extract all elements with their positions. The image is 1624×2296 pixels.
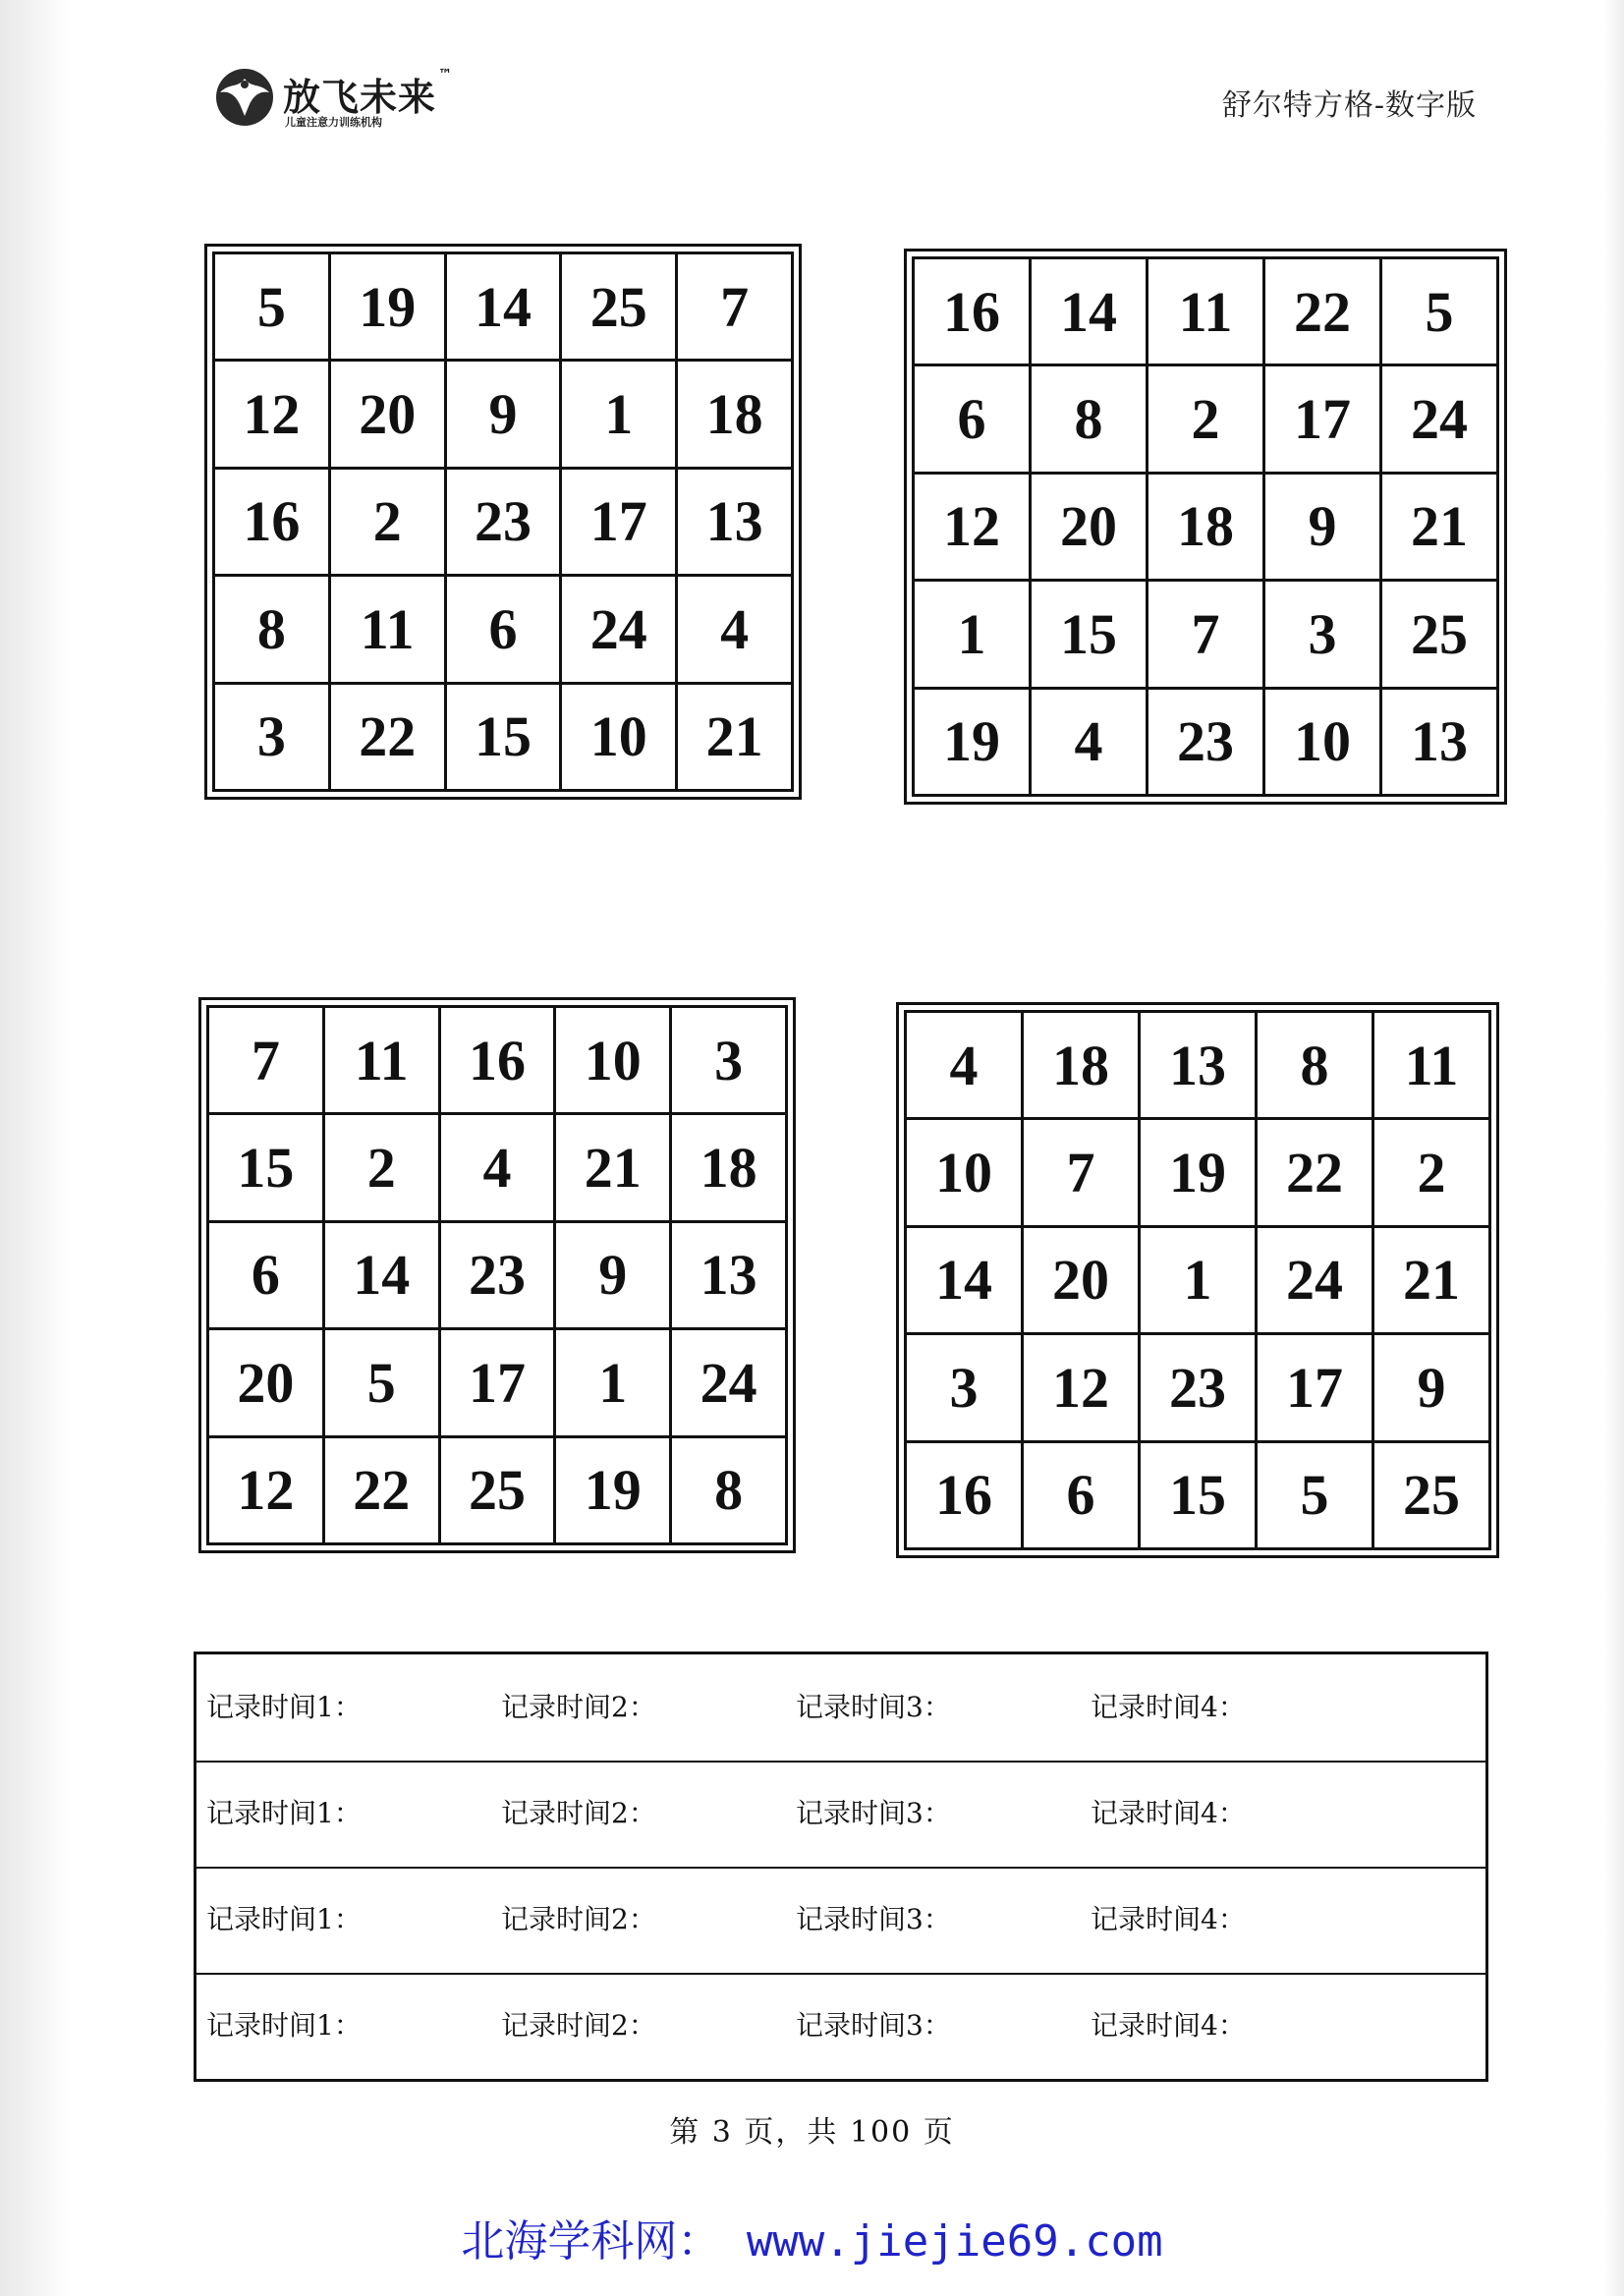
grid-row: [914, 258, 1498, 365]
grid-cell: 20: [208, 1329, 324, 1436]
grid-cell: 16: [906, 1441, 1023, 1548]
grid-cell: 6: [208, 1221, 324, 1328]
grid-row: [914, 365, 1498, 473]
grid-cell: 13: [1140, 1012, 1257, 1119]
grid-cell: 14: [323, 1221, 439, 1328]
grid-cell: 10: [555, 1007, 671, 1114]
grid-row: [208, 1436, 787, 1543]
grid-cell: 7: [1023, 1119, 1140, 1226]
grid-row: [214, 576, 793, 683]
grid-cell: 14: [445, 253, 561, 361]
brand-logo: [214, 61, 454, 140]
grid-cell: 15: [208, 1114, 324, 1221]
grid-cell: 12: [914, 473, 1031, 580]
grid-cell: 25: [1381, 581, 1498, 688]
grid-cell: 2: [323, 1114, 439, 1221]
grid-cell: 22: [329, 683, 445, 790]
grid-cell: 1: [555, 1329, 671, 1436]
grid-cell: 17: [561, 468, 677, 575]
grid-row: [906, 1334, 1490, 1441]
grid-cell: 12: [1023, 1334, 1140, 1441]
grid-row: [914, 581, 1498, 688]
grid-cell: 23: [1140, 1334, 1257, 1441]
record-time-2-label: 记录时间2：: [501, 1903, 656, 1935]
grid-cell: 12: [208, 1436, 324, 1543]
grid-cell: 8: [1031, 365, 1148, 473]
grid-cell: 15: [445, 683, 561, 790]
grid-cell: 1: [914, 581, 1031, 688]
grid-cell: 19: [914, 688, 1031, 795]
grid-cell: 8: [671, 1436, 787, 1543]
grid-cell: 25: [439, 1436, 555, 1543]
record-time-1-label: 记录时间1：: [206, 2009, 362, 2042]
grid-cell: 13: [677, 468, 793, 575]
record-time-table: [194, 1652, 1488, 2082]
grid-row: [208, 1007, 787, 1114]
grid-row: [208, 1221, 787, 1328]
eagle-logo-icon: [214, 67, 275, 128]
grid-cell: 9: [1264, 473, 1381, 580]
record-time-3-label: 记录时间3：: [796, 1797, 951, 1829]
grid-cell: 10: [1264, 688, 1381, 795]
grid-cell: 13: [1381, 688, 1498, 795]
record-time-4-label: 记录时间4：: [1091, 2009, 1246, 2042]
grid-cell: 9: [555, 1221, 671, 1328]
grid-cell: 20: [1031, 473, 1148, 580]
grid-cell: 11: [1148, 258, 1264, 365]
record-row: [196, 1867, 1485, 1975]
grid-cell: 5: [1257, 1441, 1373, 1548]
grid-cell: 17: [1264, 365, 1381, 473]
logo-wordmark: 放飞未来™: [283, 67, 454, 119]
grid-cell: 22: [1264, 258, 1381, 365]
grid-row: [914, 473, 1498, 580]
grid-cell: 4: [439, 1114, 555, 1221]
record-row: [196, 1654, 1485, 1763]
grid-cell: 16: [214, 468, 330, 575]
record-time-1-label: 记录时间1：: [206, 1903, 362, 1935]
grid-cell: 25: [1373, 1441, 1490, 1548]
grid-cell: 23: [1148, 688, 1264, 795]
grid-cell: 10: [561, 683, 677, 790]
grid-cell: 11: [323, 1007, 439, 1114]
grid-cell: 20: [329, 361, 445, 468]
logo-subtitle: 儿童注意力训练机构: [285, 116, 382, 129]
grid-cell: 9: [1373, 1334, 1490, 1441]
grid-cell: 16: [914, 258, 1031, 365]
record-time-4-label: 记录时间4：: [1091, 1691, 1246, 1723]
record-time-3-label: 记录时间3：: [796, 1691, 951, 1723]
scan-edge-right: [1604, 0, 1624, 2296]
grid-cell: 24: [671, 1329, 787, 1436]
grid-cell: 17: [439, 1329, 555, 1436]
grid-cell: 2: [329, 468, 445, 575]
grid-row: [906, 1119, 1490, 1226]
schulte-grid-3: [198, 997, 796, 1553]
grid-cell: 19: [555, 1436, 671, 1543]
record-time-2-label: 记录时间2：: [501, 2009, 656, 2042]
scan-edge-left: [0, 0, 69, 2296]
grid-row: [906, 1012, 1490, 1119]
grid-cell: 21: [1373, 1226, 1490, 1333]
grid-cell: 15: [1031, 581, 1148, 688]
grid-row: [906, 1441, 1490, 1548]
record-time-1-label: 记录时间1：: [206, 1797, 362, 1829]
grid-cell: 7: [208, 1007, 324, 1114]
grid-cell: 4: [677, 576, 793, 683]
grid-cell: 9: [445, 361, 561, 468]
grid-cell: 22: [1257, 1119, 1373, 1226]
grid-cell: 18: [1023, 1012, 1140, 1119]
record-time-2-label: 记录时间2：: [501, 1691, 656, 1723]
grid-cell: 7: [677, 253, 793, 361]
grid-cell: 21: [1381, 473, 1498, 580]
grid-cell: 19: [1140, 1119, 1257, 1226]
grid-cell: 17: [1257, 1334, 1373, 1441]
grid-cell: 5: [323, 1329, 439, 1436]
grid-cell: 18: [1148, 473, 1264, 580]
record-time-1-label: 记录时间1：: [206, 1691, 362, 1723]
grid-cell: 6: [445, 576, 561, 683]
grid-cell: 22: [323, 1436, 439, 1543]
grid-cell: 21: [555, 1114, 671, 1221]
grid-row: [914, 688, 1498, 795]
record-row: [196, 1973, 1485, 2079]
grid-cell: 18: [671, 1114, 787, 1221]
grid-cell: 7: [1148, 581, 1264, 688]
grid-cell: 3: [1264, 581, 1381, 688]
grid-cell: 19: [329, 253, 445, 361]
grid-cell: 11: [329, 576, 445, 683]
record-time-3-label: 记录时间3：: [796, 2009, 951, 2042]
record-time-4-label: 记录时间4：: [1091, 1797, 1246, 1829]
grid-row: [214, 253, 793, 361]
grid-cell: 1: [1140, 1226, 1257, 1333]
grid-cell: 5: [214, 253, 330, 361]
grid-cell: 14: [1031, 258, 1148, 365]
grid-row: [208, 1329, 787, 1436]
grid-row: [906, 1226, 1490, 1333]
grid-cell: 18: [677, 361, 793, 468]
grid-cell: 2: [1148, 365, 1264, 473]
record-time-4-label: 记录时间4：: [1091, 1903, 1246, 1935]
grid-cell: 2: [1373, 1119, 1490, 1226]
grid-cell: 11: [1373, 1012, 1490, 1119]
grid-cell: 24: [561, 576, 677, 683]
schulte-grid-1: [204, 244, 802, 800]
grid-row: [214, 468, 793, 575]
grid-cell: 1: [561, 361, 677, 468]
grid-cell: 5: [1381, 258, 1498, 365]
page-number: 第 3 页，共 100 页: [669, 2115, 955, 2150]
grid-cell: 20: [1023, 1226, 1140, 1333]
grid-cell: 4: [1031, 688, 1148, 795]
grid-cell: 25: [561, 253, 677, 361]
grid-cell: 24: [1381, 365, 1498, 473]
watermark-text: 北海学科网： www.jiejie69.com: [461, 2216, 1163, 2267]
schulte-grid-4: [896, 1002, 1499, 1558]
grid-cell: 4: [906, 1012, 1023, 1119]
grid-cell: 3: [671, 1007, 787, 1114]
record-time-2-label: 记录时间2：: [501, 1797, 656, 1829]
grid-cell: 10: [906, 1119, 1023, 1226]
grid-cell: 23: [445, 468, 561, 575]
grid-cell: 3: [214, 683, 330, 790]
grid-cell: 13: [671, 1221, 787, 1328]
record-row: [196, 1761, 1485, 1869]
grid-cell: 3: [906, 1334, 1023, 1441]
grid-cell: 15: [1140, 1441, 1257, 1548]
grid-row: [214, 683, 793, 790]
schulte-grid-2: [904, 249, 1507, 805]
grid-row: [208, 1114, 787, 1221]
grid-row: [214, 361, 793, 468]
grid-cell: 8: [1257, 1012, 1373, 1119]
grid-cell: 24: [1257, 1226, 1373, 1333]
grid-cell: 16: [439, 1007, 555, 1114]
grid-cell: 14: [906, 1226, 1023, 1333]
grid-cell: 8: [214, 576, 330, 683]
record-time-3-label: 记录时间3：: [796, 1903, 951, 1935]
grid-cell: 12: [214, 361, 330, 468]
grid-cell: 23: [439, 1221, 555, 1328]
grid-cell: 6: [914, 365, 1031, 473]
grid-cell: 6: [1023, 1441, 1140, 1548]
grid-cell: 21: [677, 683, 793, 790]
document-title: 舒尔特方格-数字版: [1221, 88, 1477, 123]
